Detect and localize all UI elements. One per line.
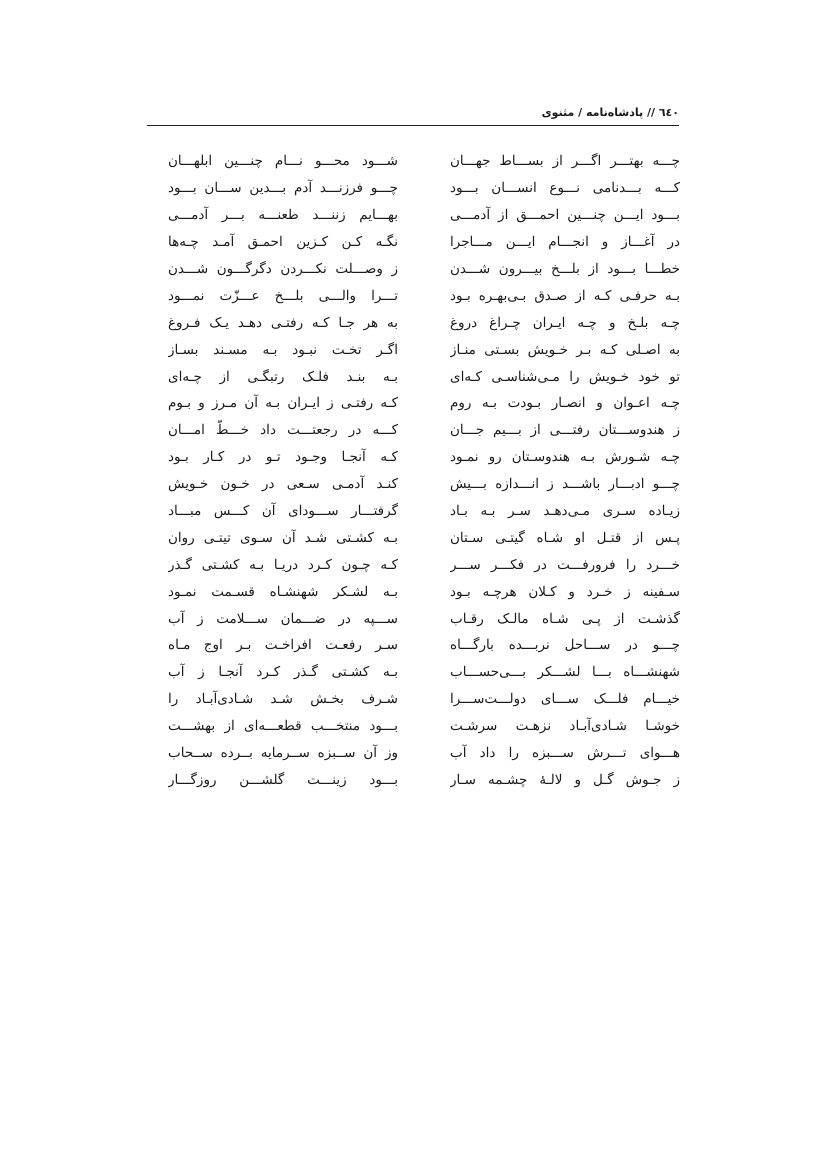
hemistich-left: شـرف بخـش شـد شـادی‌آبـاد را xyxy=(168,691,398,708)
header-separator: // xyxy=(646,106,655,119)
couplet xyxy=(168,256,680,283)
hemistich-right: چـه اعـوان و انصـار بـودت بـه روم xyxy=(450,395,680,412)
hemistich-right: تو خود خـویش را مـی‌شناسـی کـه‌ای xyxy=(450,368,680,385)
hemistich-right: گذشـت از پـی شـاه مالـک رقـاب xyxy=(450,610,680,627)
couplet xyxy=(168,390,680,417)
hemistich-left: اگـر تخـت نبـود بـه مسـند بسـاز xyxy=(168,341,398,358)
couplet xyxy=(168,417,680,444)
hemistich-right: چـه شـورش بـه هندوسـتان رو نمـود xyxy=(450,449,680,466)
hemistich-left: بـه کشـتی شـد آن سـوی تیتـی روان xyxy=(168,529,398,546)
header-rule xyxy=(147,125,679,126)
couplet xyxy=(168,498,680,525)
hemistich-right: هـــوای تـــرش ســـبزه را داد آب xyxy=(450,745,680,762)
couplet xyxy=(168,659,680,686)
hemistich-right: زیـاده سـری مـی‌دهـد سـر بـه بـاد xyxy=(450,503,680,520)
hemistich-left: وز آن ســبزه ســرمایه بــرده ســحاب xyxy=(168,745,398,762)
couplet xyxy=(168,578,680,605)
hemistich-left: ســـپه در ضـــمان ســـلامت ز آب xyxy=(168,610,398,627)
hemistich-left: چـــو فرزنـــد آدم بـــدین ســـان بـــود xyxy=(168,180,398,197)
hemistich-right: به اصـلی کـه بـر خـویش بسـتی منـاز xyxy=(450,341,680,358)
couplet xyxy=(168,605,680,632)
couplet xyxy=(168,202,680,229)
couplet xyxy=(168,686,680,713)
couplet xyxy=(168,471,680,498)
hemistich-right: ز جـوش گـل و لالـهٔ چشـمه سـار xyxy=(450,771,680,788)
hemistich-left: کـه چـون کـرد دریـا بـه کشـتی گـذر xyxy=(168,556,398,573)
couplet xyxy=(168,363,680,390)
hemistich-left: به هر جـا کـه رفتـی دهـد یـک فـروغ xyxy=(168,314,398,331)
hemistich-right: چـــو در ســـاحل نربـــده بارگـــاه xyxy=(450,637,680,654)
hemistich-right: بـــود ایـــن چنـــین احمـــق از آدمـــی xyxy=(450,207,680,224)
hemistich-left: بـه بنـد فلـک رتبگـی از چـه‌ای xyxy=(168,368,398,385)
hemistich-left: گرفتـــار ســـودای آن کـــس مبـــاد xyxy=(168,503,398,520)
hemistich-right: خوشـا شـادی‌آبـاد نزهـت سرشـت xyxy=(450,718,680,735)
hemistich-left: شـــود محـــو نـــام چنـــین ابلهـــان xyxy=(168,153,398,170)
hemistich-left: کـــه در رجعتـــت داد خـــطّ امـــان xyxy=(168,422,398,439)
hemistich-right: بـه حرفـی کـه از صـدق بـی‌بهـره بـود xyxy=(450,287,680,304)
hemistich-right: خطـــا بـــود از بلـــخ بیـــرون شـــدن xyxy=(450,261,680,277)
couplet xyxy=(168,632,680,659)
hemistich-left: بـه کشـتی گـذر کـرد آنجـا ز آب xyxy=(168,664,398,681)
hemistich-left: بـه لشـکر شهنشـاه قسـمت نمـود xyxy=(168,583,398,600)
hemistich-right: خـــرد را فرورفـــت در فکـــر ســـر xyxy=(450,556,680,573)
hemistich-left: تـــرا والـــی بلـــخ عـــزّت نمـــود xyxy=(168,287,398,304)
couplet xyxy=(168,336,680,363)
couplet xyxy=(168,175,680,202)
hemistich-right: سـفینه ز خـرد و کـلان هرچـه بـود xyxy=(450,583,680,600)
hemistich-right: کـــه بـــدنامی نـــوع انســـان بـــود xyxy=(450,180,680,197)
couplet xyxy=(168,524,680,551)
couplet xyxy=(168,282,680,309)
couplet xyxy=(168,713,680,740)
hemistich-right: چـــه بهتـــر اگـــر از بســـاط جهـــان xyxy=(450,153,680,170)
hemistich-right: چـه بلـخ و چـه ایـران چـراغ دروغ xyxy=(450,314,680,331)
hemistich-left: بـــود زینـــت گلشـــن روزگـــار xyxy=(168,771,398,788)
poem-body xyxy=(168,148,680,793)
hemistich-right: در آغـــاز و انجـــام ایـــن مـــاجرا xyxy=(450,234,680,251)
hemistich-left: کـه رفتـی ز ایـران بـه آن مـرز و بـوم xyxy=(168,395,398,412)
hemistich-left: بهـــایم زننـــد طعنـــه بـــر آدمـــی xyxy=(168,207,398,224)
hemistich-left: سـر رفعـت افراخـت بـر اوج مـاه xyxy=(168,637,398,654)
hemistich-right: شهنشـــاه بـــا لشـــکر بـــی‌حســـاب xyxy=(450,664,680,681)
hemistich-right: چـــو ادبـــار باشـــد ز انـــدازه بـــیش xyxy=(450,476,680,493)
hemistich-right: ز هندوســـتان رفتـــی از بـــیم جـــان xyxy=(450,422,680,439)
couplet xyxy=(168,551,680,578)
couplet xyxy=(168,766,680,793)
hemistich-left: ز وصـــلت نکـــردن دگرگـــون شـــدن xyxy=(168,261,398,277)
hemistich-left: بـــود منتخـــب قطعـــه‌ای از بهشـــت xyxy=(168,718,398,735)
running-title: پادشاه‌نامه / مثنوی xyxy=(541,106,644,119)
couplet xyxy=(168,740,680,767)
hemistich-left: نگـه کـن کـزین احمـق آمـد چـه‌ها xyxy=(168,234,398,251)
hemistich-left: کنـد آدمـی سـعی در خـون خـویش xyxy=(168,476,398,493)
hemistich-right: خیـــام فلـــک ســـای دولـــت‌ســـرا xyxy=(450,691,680,708)
couplet xyxy=(168,229,680,256)
couplet xyxy=(168,444,680,471)
hemistich-right: پـس از قتـل او شـاه گیتـی سـتان xyxy=(450,529,680,546)
couplet xyxy=(168,148,680,175)
running-header xyxy=(147,104,679,126)
hemistich-left: کـه آنجـا وجـود تـو در کـار بـود xyxy=(168,449,398,466)
couplet xyxy=(168,309,680,336)
page-number: ٦٤٠ xyxy=(658,106,679,119)
